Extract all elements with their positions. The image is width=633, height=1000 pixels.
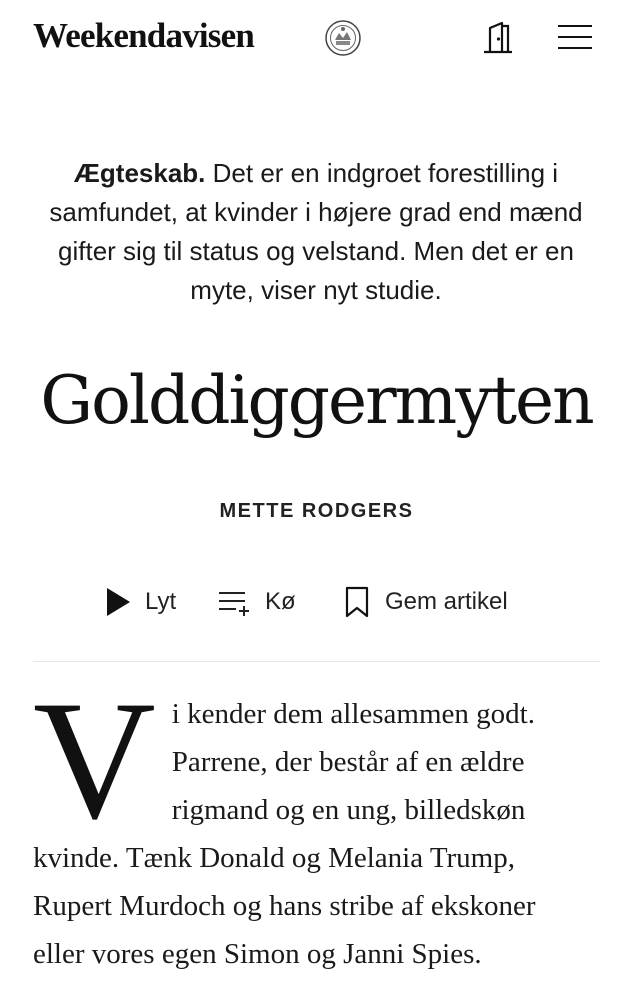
save-label: Gem artikel — [385, 588, 508, 615]
section-divider — [33, 661, 600, 662]
listen-label: Lyt — [145, 588, 177, 615]
hamburger-menu-icon[interactable] — [556, 22, 594, 52]
site-logo[interactable]: Weekendavisen — [33, 16, 255, 55]
author-byline[interactable]: METTE RODGERS — [219, 500, 414, 522]
listen-button[interactable] — [105, 580, 176, 624]
drop-cap: V — [33, 666, 156, 854]
queue-label: Kø — [265, 588, 296, 615]
article-teaser — [36, 154, 596, 310]
top-header — [0, 0, 633, 75]
article-actions — [0, 580, 633, 624]
add-to-queue-icon — [217, 587, 251, 617]
teaser-text: Det er en indgroet forestilling i samfundet, at kvinder i højere grad end mænd gifter sig til status og velstand. Men det er en myte, viser nyt studie. — [49, 158, 583, 305]
login-door-icon[interactable] — [480, 18, 516, 58]
article-headline: Golddiggermyten — [40, 362, 593, 439]
teaser-kicker: Ægteskab. — [73, 158, 206, 188]
bookmark-icon — [343, 585, 371, 619]
article-body — [33, 666, 593, 978]
body-paragraph: i kender dem allesammen godt. Parrene, der består af en ældre rigmand og en ung, billedskøn kvinde. Tænk Donald og Melania Trump, Rupert Murdoch og hans stribe af ekskoner eller vores egen Simon og Janni Spies. — [33, 698, 536, 970]
seal-emblem-icon — [324, 19, 362, 57]
play-icon — [105, 587, 131, 617]
save-article-button[interactable] — [343, 580, 508, 624]
queue-button[interactable] — [217, 580, 296, 624]
